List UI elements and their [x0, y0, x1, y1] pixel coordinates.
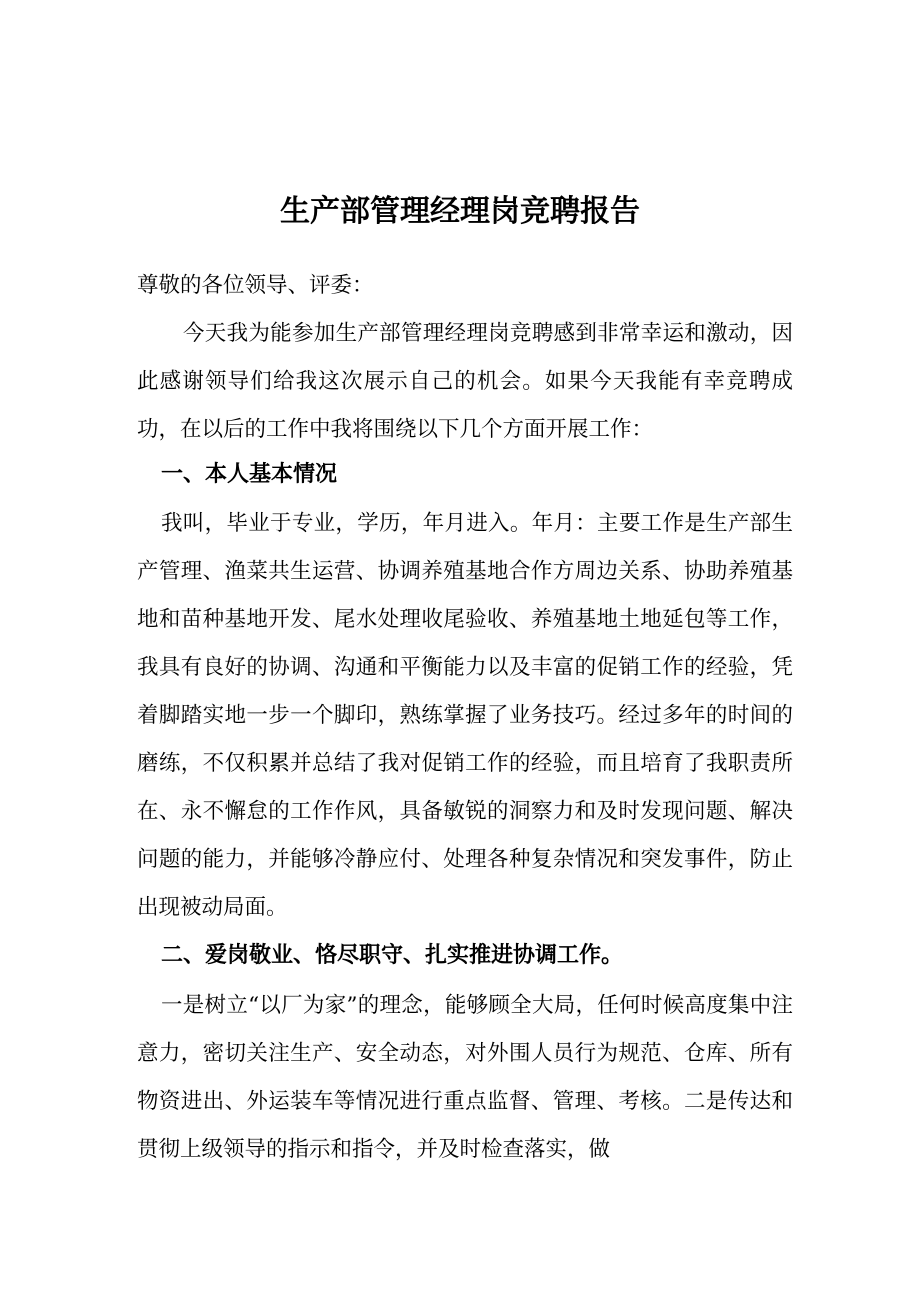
section-heading-dedication: 二、爱岗敬业、恪尽职守、扎实推进协调工作。 [161, 943, 624, 968]
section-body-basic-info: 我叫，毕业于专业，学历，年月进入。年月：主要工作是生产部生产管理、渔菜共生运营、协调养殖基地合作方周边关系、协助养殖基地和苗种基地开发、尾水处理收尾验收、养殖基地土地延包等工作，我具有良好的协调、沟通和平衡能力以及丰富的促销工作的经验，凭着脚踏实地一步一个脚印，熟练掌握了业务技巧。经过多年的时间的磨练，不仅积累并总结了我对促销工作的经验，而且培育了我职责所在、永不懈怠的工作作风，具备敏锐的洞察力和及时发现问题、解决问题的能力，并能够冷静应付、处理各种复杂情况和突发事件，防止出现被动局面。 [137, 511, 793, 920]
section-body-dedication: 一是树立“以厂为家”的理念，能够顾全大局，任何时候高度集中注意力，密切关注生产、安全动态，对外围人员行为规范、仓库、所有物资进出、外运装车等情况进行重点监督、管理、考核。二是传达和贯彻上级领导的指示和指令，并及时检查落实，做 [137, 993, 793, 1162]
salutation: 尊敬的各位领导、评委： [137, 273, 374, 298]
section-heading-basic-info: 一、本人基本情况 [161, 462, 338, 487]
intro-paragraph: 今天我为能参加生产部管理经理岗竞聘感到非常幸运和激动，因此感谢领导们给我这次展示自己的机会。如果今天我能有幸竞聘成功，在以后的工作中我将围绕以下几个方面开展工作： [137, 321, 793, 442]
document-title: 生产部管理经理岗竞聘报告 [280, 194, 640, 230]
